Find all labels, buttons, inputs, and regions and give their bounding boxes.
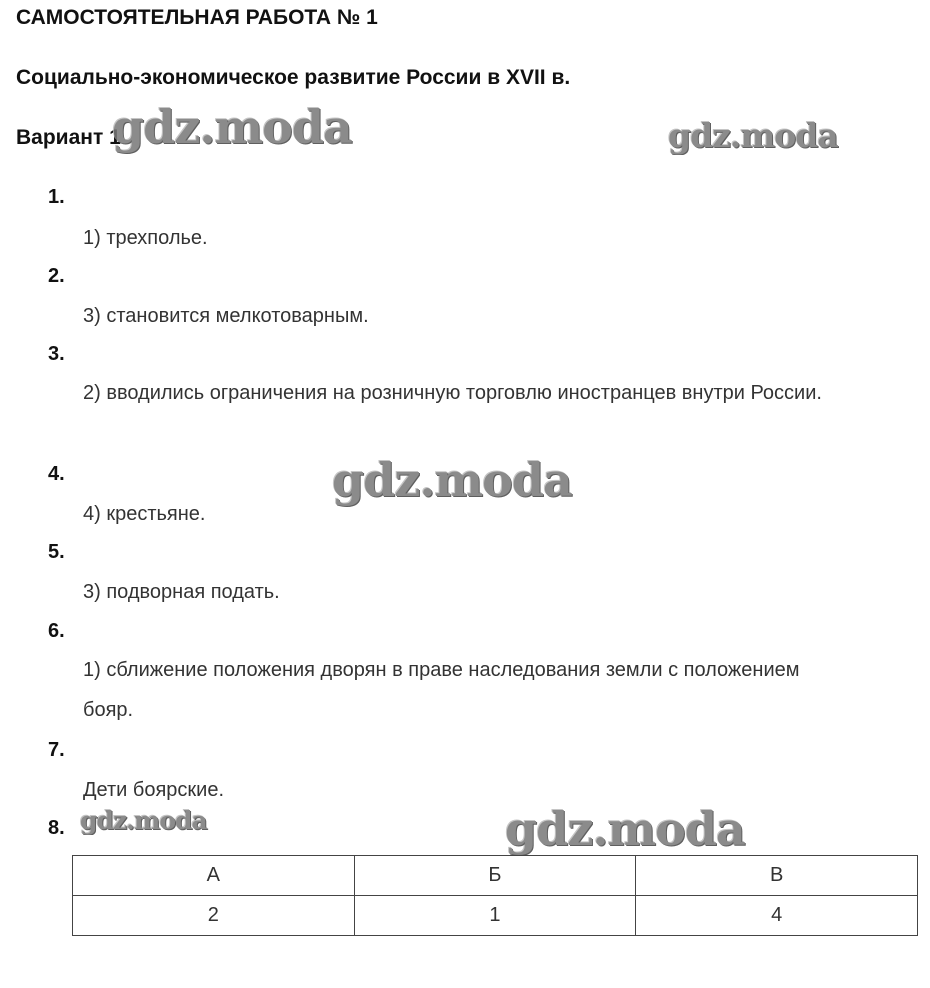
question-number-5: 5. — [48, 541, 65, 563]
table-value-cell-a: 2 — [73, 896, 355, 936]
table-row — [73, 896, 918, 936]
table-header-cell-b: Б — [354, 856, 636, 896]
question-number-2: 2. — [48, 265, 65, 287]
question-number-6: 6. — [48, 620, 65, 642]
answer-7: Дети боярские. — [83, 779, 225, 801]
watermark-logo: gdz.moda — [80, 806, 207, 835]
answer-table — [72, 855, 918, 936]
question-number-1: 1. — [48, 186, 65, 208]
watermark-logo: gdz.moda — [505, 802, 745, 856]
question-number-4: 4. — [48, 463, 65, 485]
answer-2: 3) становится мелкотоварным. — [83, 305, 369, 327]
table-header-cell-v: В — [636, 856, 918, 896]
answer-3: 2) вводились ограничения на розничную торговлю иностранцев внутри России. — [83, 382, 822, 404]
watermark-logo: gdz.moda — [112, 100, 352, 154]
watermark-logo: gdz.moda — [332, 453, 572, 507]
answer-4: 4) крестьяне. — [83, 503, 206, 525]
question-number-3: 3. — [48, 343, 65, 365]
question-number-8: 8. — [48, 817, 65, 839]
answer-6: 1) сближение положения дворян в праве наследования земли с положением бояр. — [83, 659, 800, 721]
table-value-cell-v: 4 — [636, 896, 918, 936]
variant-label: Вариант 1 — [16, 126, 121, 149]
watermark-logo: gdz.moda — [668, 116, 838, 155]
answer-5: 3) подворная подать. — [83, 581, 280, 603]
page-subtitle: Социально-экономическое развитие России в XVII в. — [16, 66, 571, 89]
page-title: САМОСТОЯТЕЛЬНАЯ РАБОТА № 1 — [16, 6, 378, 29]
question-number-7: 7. — [48, 739, 65, 761]
table-header-row — [73, 856, 918, 896]
table-header-cell-a: А — [73, 856, 355, 896]
table-value-cell-b: 1 — [354, 896, 636, 936]
answer-1: 1) трехполье. — [83, 227, 208, 249]
